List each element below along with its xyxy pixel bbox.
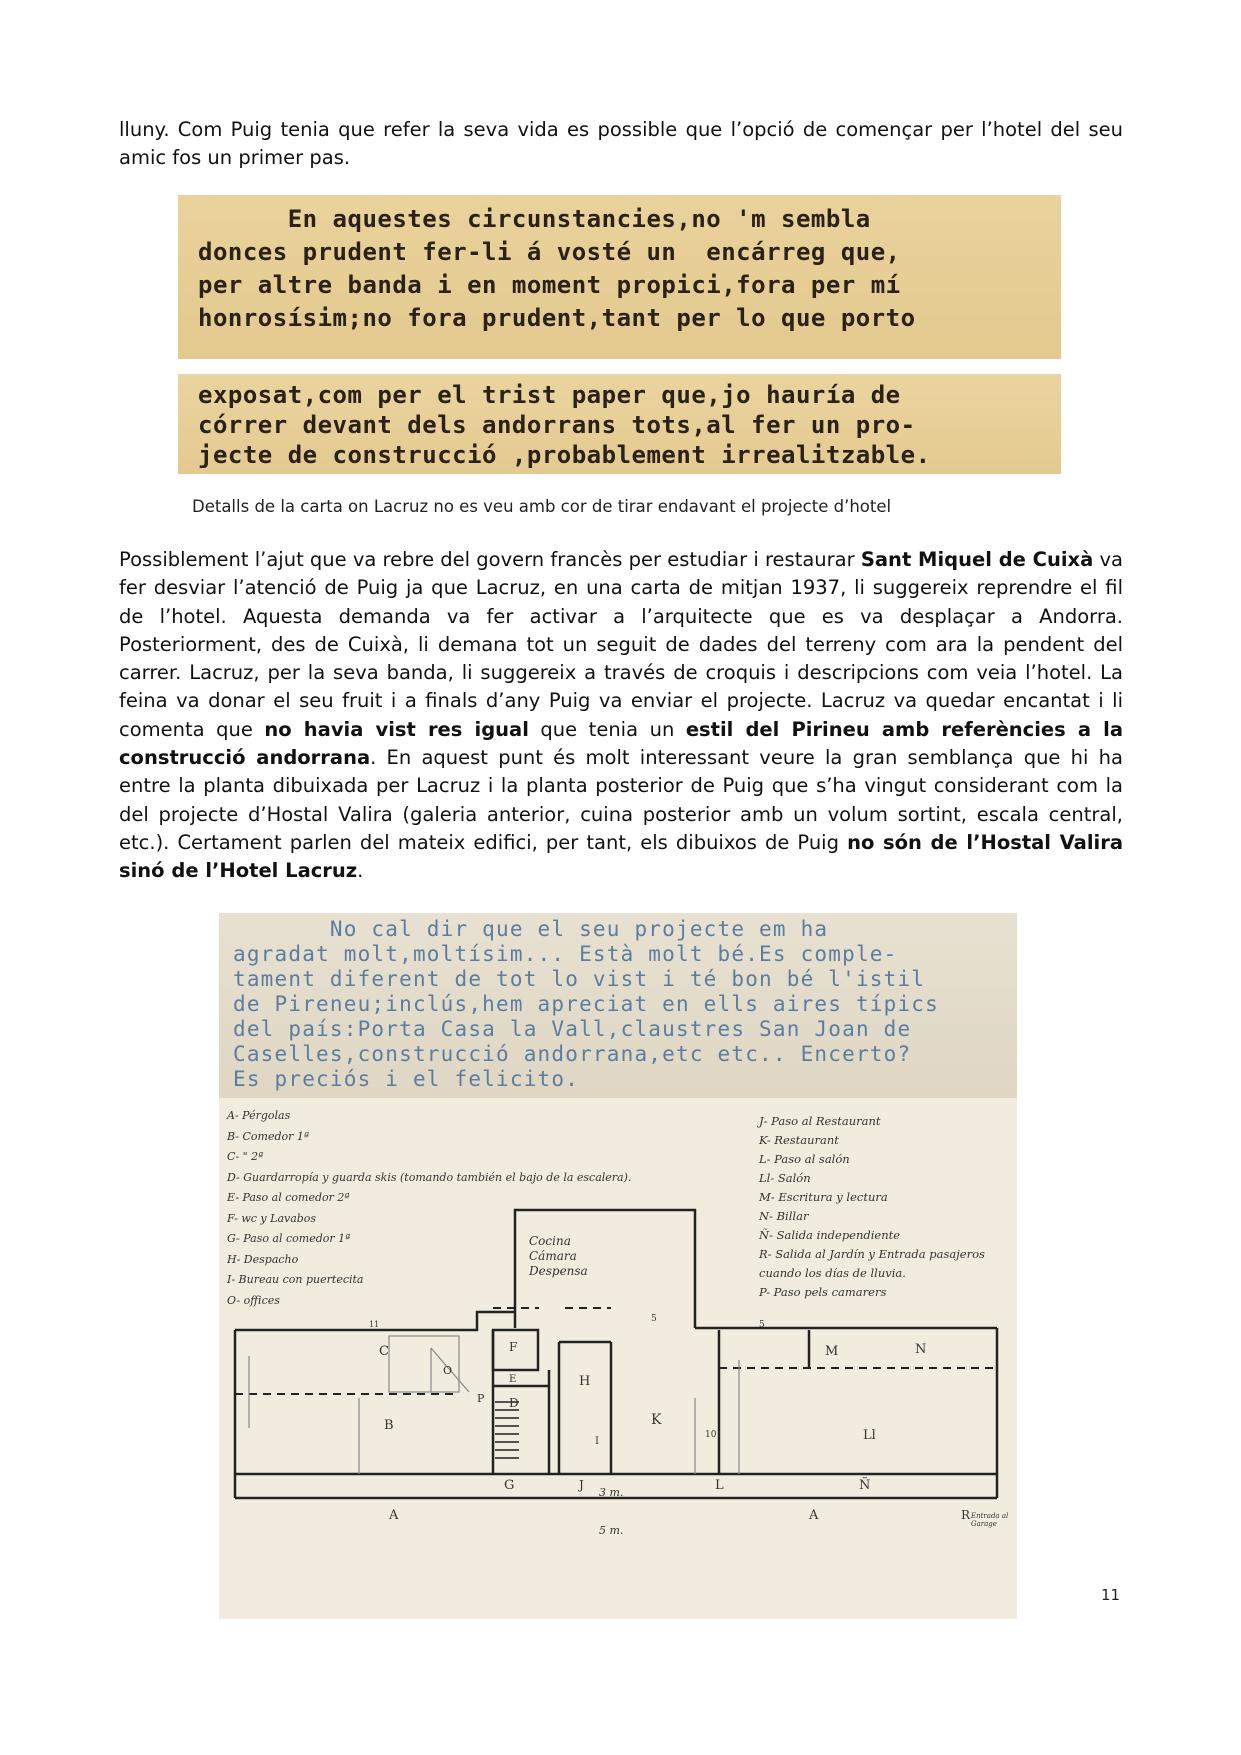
room-letter-c: C (379, 1344, 389, 1359)
room-letter-enye: Ñ (859, 1478, 871, 1493)
room-letter-ll: Ll (863, 1428, 876, 1443)
bold-run: no havia vist res igual (264, 717, 529, 741)
legend-item: I- Bureau con puertecita (227, 1273, 364, 1286)
room-letter-e: E (509, 1374, 517, 1385)
legend-item: Ll- Salón (759, 1171, 811, 1185)
letter-line: Caselles,construcció andorrana,etc etc.. Encerto? (233, 1042, 912, 1066)
legend-item: N- Billar (759, 1209, 809, 1223)
plan-walls (219, 1098, 1017, 1619)
letter-excerpt-image-2 (178, 374, 1061, 474)
room-letter-a: A (389, 1508, 399, 1523)
figure-caption: Detalls de la carta on Lacruz no es veu amb cor de tirar endavant el projecte d’hotel (192, 497, 892, 516)
measure-label: 5 (759, 1320, 765, 1330)
legend-item: P- Paso pels camarers (759, 1285, 887, 1299)
kitchen-label-line: Despensa (529, 1264, 588, 1278)
legend-item: G- Paso al comedor 1ª (227, 1232, 351, 1245)
text-run: que tenia un (528, 717, 686, 741)
measure-label: 5 m. (599, 1524, 624, 1537)
measure-label: 3 m. (599, 1486, 624, 1499)
legend-item: K- Restaurant (759, 1133, 839, 1147)
text-run: Possiblement l’ajut que va rebre del govern francès per estudiar i restaurar (119, 548, 861, 571)
text-run: va fer desviar l’atenció de Puig ja que Lacruz, en una carta de mitjan 1937, li suggereix reprendre el fil de l’hotel. Aquesta demanda va fer activar a l’arquitecte que es va desplaçar a Andorra. Posteriorment, des de Cuixà, li demana tot un seguit de dades del terreny com ara la pendent del carrer. Lacruz, per la seva banda, li suggereix a través de croquis i descripcions com veia l’hotel. La feina va donar el seu fruit i a finals d’any Puig va enviar el projecte. Lacruz va quedar encantat i li comenta que (119, 548, 1123, 741)
bold-run: estil del Pirineu amb referències a la construcció andorrana (119, 717, 1123, 770)
legend-item: H- Despacho (227, 1252, 299, 1266)
room-letter-o: O (443, 1364, 453, 1377)
letter-line: tament diferent de tot lo vist i té bon bé l'istil (233, 967, 926, 991)
legend-item: M- Escritura y lectura (759, 1190, 888, 1204)
letter-line: No cal dir que el seu projecte em ha (233, 917, 829, 941)
legend-item: J- Paso al Restaurant (759, 1114, 881, 1128)
letter-line: per altre banda i en moment propici,fora per mí (198, 271, 901, 299)
bold-run: Sant Miquel de Cuixà (860, 548, 1094, 571)
letter-line: En aquestes circunstancies,no 'm sembla (198, 205, 871, 233)
room-letter-j: J (579, 1478, 584, 1492)
letter-line: Es preciós i el felicito. (233, 1067, 580, 1091)
measure-label: 10 (705, 1430, 717, 1440)
floor-plan-image (219, 1098, 1017, 1619)
kitchen-label (529, 1234, 588, 1279)
letter-excerpt-image-3 (219, 913, 1017, 1098)
body-paragraph (119, 546, 1123, 886)
room-letter-i: I (595, 1436, 599, 1447)
room-letter-b: B (384, 1418, 394, 1433)
room-letter-a: A (809, 1508, 819, 1523)
letter-line: exposat,com per el trist paper que,jo hauría de (198, 381, 901, 409)
letter-line: del país:Porta Casa la Vall,claustres San Joan de (233, 1017, 912, 1041)
intro-text: lluny. Com Puig tenia que refer la seva vida es possible que l’opció de començar per l’hotel del seu amic fos un primer pas. (119, 118, 1123, 170)
kitchen-label-line: Cocina (529, 1234, 571, 1248)
room-letter-n: N (915, 1342, 927, 1357)
room-letter-d: D (509, 1396, 519, 1410)
measure-label: 5 (651, 1314, 657, 1324)
legend-item: R- Salida al Jardín y Entrada pasajeros cuando los días de lluvia. (759, 1247, 985, 1280)
legend-item: B- Comedor 1ª (227, 1129, 310, 1143)
measure-label: 11 (369, 1320, 380, 1329)
page-number: 11 (1101, 1586, 1121, 1604)
room-letter-m: M (825, 1344, 839, 1359)
text-run: . En aquest punt és molt interessant veure la gran semblança que hi ha entre la planta dibuixada per Lacruz i la planta posterior de Puig que s’ha vingut considerant com la del projecte d’Hostal Valira (galeria anterior, cuina posterior amb un volum sortint, escala central, etc.). Certament parlen del mateix edifici, per tant, els dibuixos de Puig (119, 746, 1123, 854)
legend-item: E- Paso al comedor 2ª (227, 1191, 350, 1204)
letter-line: de Pireneu;inclús,hem apreciat en ells aires típics (233, 992, 939, 1016)
room-letter-r: R (961, 1508, 971, 1522)
intro-paragraph (119, 116, 1123, 173)
legend-item: L- Paso al salón (759, 1152, 850, 1166)
legend-item: D- Guardarropía y guarda skis (tomando también el bajo de la escalera). (227, 1170, 632, 1184)
room-letter-g: G (504, 1478, 515, 1493)
garage-note: Entrada al Garage (971, 1512, 1009, 1528)
legend-item: C- " 2ª (227, 1150, 264, 1163)
letter-line: córrer devant dels andorrans tots,al fer un pro- (198, 411, 916, 439)
room-letter-l: L (715, 1478, 724, 1493)
legend-item: F- wc y Lavabos (227, 1211, 317, 1225)
room-letter-k: K (651, 1412, 662, 1428)
legend-item: O- offices (227, 1293, 280, 1307)
legend-item: A- Pérgolas (227, 1109, 291, 1122)
letter-line: jecte de construcció ,probablement irrealitzable. (198, 441, 931, 469)
text-run: . (357, 859, 364, 883)
letter-line: agradat molt,moltísim... Està molt bé.Es comple- (233, 942, 898, 966)
room-letter-f: F (509, 1340, 518, 1354)
room-letter-p: P (477, 1392, 485, 1405)
letter-excerpt-image-1 (178, 195, 1061, 359)
letter-line: honrosísim;no fora prudent,tant per lo que porto (198, 304, 916, 332)
kitchen-label-line: Cámara (529, 1249, 577, 1263)
letter-line: donces prudent fer-li á vosté un encárreg que, (198, 238, 901, 266)
room-letter-h: H (579, 1374, 591, 1389)
legend-item: Ñ- Salida independiente (759, 1228, 901, 1242)
bold-run: no són de l’Hostal Valira sinó de l’Hotel Lacruz (119, 830, 1123, 883)
